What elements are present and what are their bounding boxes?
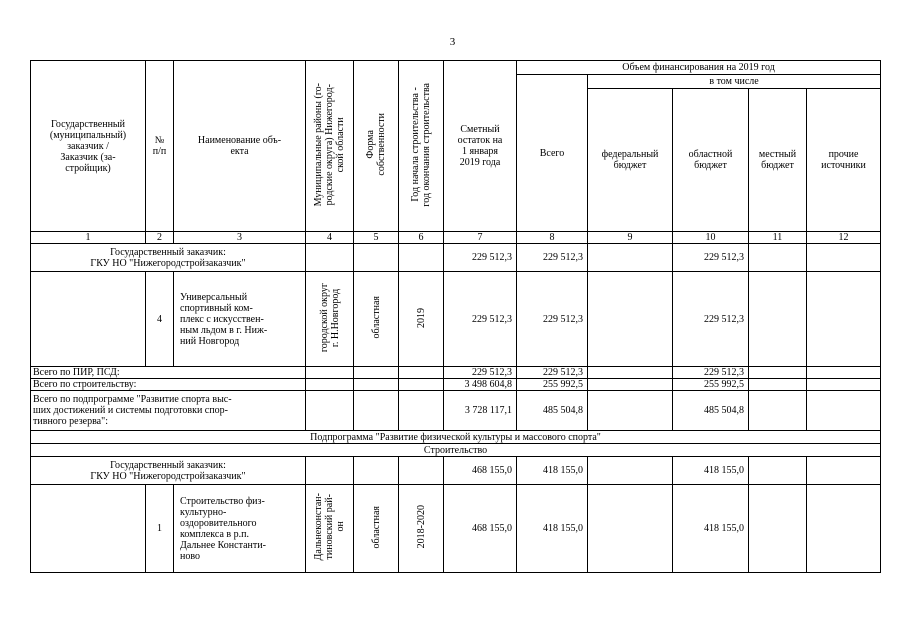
balance-cell: 3 498 604,8 [444,379,517,391]
object-num: 1 [146,485,174,573]
total-cell: 229 512,3 [517,367,588,379]
subprogram-total-label: Всего по подпрограмме "Развитие спорта выс- ших достижений и системы подготовки спор- тивного резерва": [31,391,306,431]
object-num: 4 [146,272,174,367]
column-number: 6 [399,232,444,244]
column-number: 9 [588,232,673,244]
header-local: местный бюджет [749,89,807,232]
regional-cell: 418 155,0 [673,457,749,485]
header-customer: Государственный (муниципальный) заказчик / Заказчик (за- стройщик) [31,61,146,232]
total-cell: 229 512,3 [517,244,588,272]
object-ownership: областная [354,272,399,367]
header-federal: федеральный бюджет [588,89,673,232]
object-ownership: областная [354,485,399,573]
balance-cell: 468 155,0 [444,457,517,485]
object-name: Универсальный спортивный ком- плекс с искусствен- ным льдом в г. Ниж- ний Новгород [174,272,306,367]
table-row [31,457,881,485]
header-including: в том числе [588,75,881,89]
table-row [31,379,881,391]
column-number: 8 [517,232,588,244]
balance-cell: 468 155,0 [444,485,517,573]
column-number: 11 [749,232,807,244]
table-row [31,444,881,457]
column-number: 5 [354,232,399,244]
object-years: 2018-2020 [399,485,444,573]
table-row [31,391,881,431]
header-districts: Муниципальные районы (го- родские округа) Нижегород- ской области [306,61,354,232]
balance-cell: 229 512,3 [444,367,517,379]
total-cell: 229 512,3 [517,272,588,367]
regional-cell: 418 155,0 [673,485,749,573]
total-cell: 255 992,5 [517,379,588,391]
column-number: 2 [146,232,174,244]
customer-label: Государственный заказчик: ГКУ НО "Нижегородстройзаказчик" [31,457,306,485]
page-number: 3 [449,36,456,48]
construction-label: Всего по строительству: [31,379,306,391]
column-number: 10 [673,232,749,244]
header-other: прочие источники [807,89,881,232]
object-name: Строительство физ- культурно- оздоровительного комплекса в р.п. Дальнее Константи- ново [174,485,306,573]
object-district: городской округ г. Н.Новгород [306,272,354,367]
table-row [31,485,881,573]
balance-cell: 229 512,3 [444,244,517,272]
table-row [31,431,881,444]
object-years: 2019 [399,272,444,367]
table-row [31,272,881,367]
table-row [31,244,881,272]
header-num: № п/п [146,61,174,232]
total-cell: 418 155,0 [517,457,588,485]
regional-cell: 255 992,5 [673,379,749,391]
column-number: 12 [807,232,881,244]
header-funding-title: Объем финансирования на 2019 год [517,61,881,75]
regional-cell: 229 512,3 [673,367,749,379]
header-years: Год начала строительства - год окончания строительства [399,61,444,232]
customer-label: Государственный заказчик: ГКУ НО "Нижегородстройзаказчик" [31,244,306,272]
regional-cell: 229 512,3 [673,244,749,272]
financing-table [30,60,881,573]
table-row [31,367,881,379]
column-number: 4 [306,232,354,244]
column-number: 7 [444,232,517,244]
pir-label: Всего по ПИР, ПСД: [31,367,306,379]
header-object-name: Наименование объ- екта [174,61,306,232]
subprogram-heading: Подпрограмма "Развитие физической культуры и массового спорта" [31,431,881,444]
header-total: Всего [517,75,588,232]
header-regional: областной бюджет [673,89,749,232]
balance-cell: 3 728 117,1 [444,391,517,431]
column-number: 3 [174,232,306,244]
column-number: 1 [31,232,146,244]
object-district: Дальнеконстан- тиновский рай- он [306,485,354,573]
total-cell: 485 504,8 [517,391,588,431]
regional-cell: 229 512,3 [673,272,749,367]
regional-cell: 485 504,8 [673,391,749,431]
column-numbers-row [31,232,881,244]
header-balance: Сметный остаток на 1 января 2019 года [444,61,517,232]
header-ownership: Форма собственности [354,61,399,232]
balance-cell: 229 512,3 [444,272,517,367]
section-heading: Строительство [31,444,881,457]
total-cell: 418 155,0 [517,485,588,573]
